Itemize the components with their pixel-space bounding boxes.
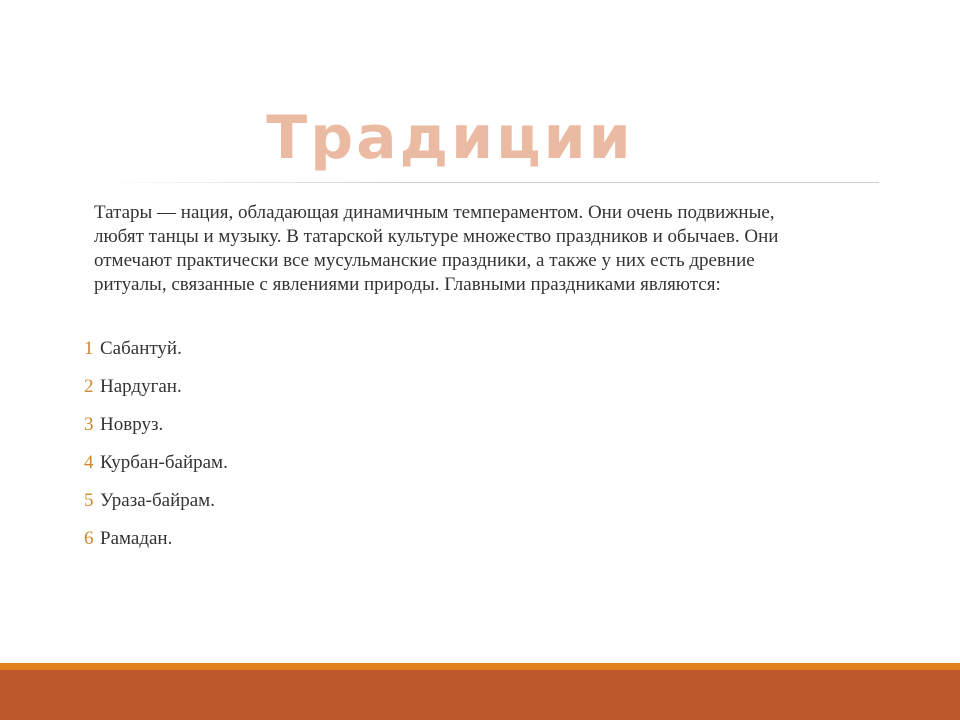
list-item-number: 3 xyxy=(84,414,94,435)
list-item-text: Новруз. xyxy=(100,414,164,435)
list-item-number: 6 xyxy=(84,528,94,549)
list-item-text: Ураза-байрам. xyxy=(100,490,215,511)
list-item-text: Рамадан. xyxy=(100,528,173,549)
holiday-list xyxy=(84,336,228,564)
list-item-text: Сабантуй. xyxy=(100,338,182,359)
intro-paragraph: Татары — нация, обладающая динамичным темпераментом. Они очень подвижные, любят танцы и музыку. В татарской культуре множество праздников и обычаев. Они отмечают практически все мусульманские праздники, а также у них есть древние ритуалы, связанные с явлениями природы. Главными праздниками являются: xyxy=(94,202,779,295)
footer-bar xyxy=(0,670,960,720)
list-item xyxy=(84,526,228,564)
title-divider-fade xyxy=(94,182,414,183)
list-item-number: 2 xyxy=(84,376,94,397)
list-item-number: 1 xyxy=(84,338,94,359)
list-item-number: 4 xyxy=(84,452,94,473)
list-item-text: Нардуган. xyxy=(100,376,182,397)
slide-title: Традиции xyxy=(266,103,634,173)
list-item xyxy=(84,412,228,450)
list-item xyxy=(84,336,228,374)
list-item-number: 5 xyxy=(84,490,94,511)
list-item-text: Курбан-байрам. xyxy=(100,452,228,473)
list-item xyxy=(84,374,228,412)
list-item xyxy=(84,488,228,526)
footer-accent-bar xyxy=(0,663,960,670)
list-item xyxy=(84,450,228,488)
